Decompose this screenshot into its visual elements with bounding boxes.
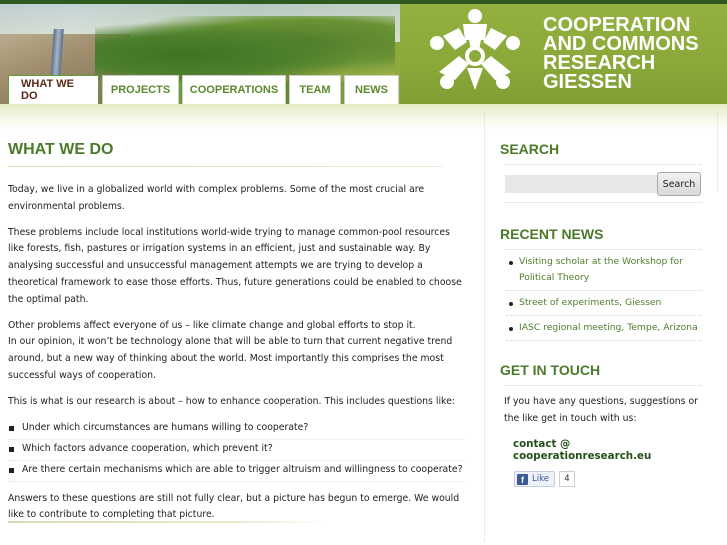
search-input[interactable] (505, 175, 657, 193)
facebook-like-widget (500, 471, 702, 487)
people-circle-icon[interactable] (425, 6, 525, 92)
search-title: SEARCH (500, 141, 560, 157)
paragraph: This is what is our research is about – how to enhance cooperation. This includes questions like: (8, 395, 455, 407)
divider (505, 164, 702, 165)
paragraph: Answers to these questions are still not fully clear, but a picture has begun to emerge. We would like to contribute to completing that picture. (8, 492, 460, 521)
divider (505, 202, 702, 203)
sidebar-divider (484, 112, 485, 542)
list-item: Under which circumstances are humans willing to cooperate? (8, 419, 466, 440)
paragraph (8, 318, 464, 385)
facebook-like-button[interactable] (514, 471, 555, 487)
recent-news-list (500, 250, 702, 341)
paragraph: These problems include local institutions world-wide trying to manage common-pool resources like forests, fish, pastures or irrigation systems in an efficient, just and sustainable way. By analysing successful and unsuccessful management attempts we are trying to develop a theoretical framework to ease those efforts. Thus, future generations could be enabled to choose the optimal path. (8, 226, 462, 305)
like-label: Like (532, 474, 549, 484)
paragraph: Today, we live in a globalized world with complex problems. Some of the most crucial are environmental problems. (8, 184, 425, 212)
paragraph-line: In our opinion, it won’t be technology alone that will be able to turn that current negative trend around, but a new way of thinking about the world. Most importantly this comprises the most successful ways of cooperation. (8, 336, 453, 381)
tab-what-we-do[interactable]: WHAT WE DO (8, 75, 99, 104)
questions-list (8, 419, 464, 482)
logo-line: RESEARCH (543, 52, 656, 74)
get-in-touch-title: GET IN TOUCH (500, 362, 601, 378)
header-glow (0, 104, 727, 130)
search-form (500, 172, 702, 196)
news-item (506, 291, 702, 316)
sidebar-divider-right (717, 112, 718, 192)
page-title: WHAT WE DO (8, 141, 114, 158)
like-count: 4 (559, 471, 575, 487)
paragraph-line: Other problems affect everyone of us – like climate change and global efforts to stop it. (8, 319, 416, 331)
logo-line: COOPERATION (543, 14, 691, 36)
site-logo-text[interactable] (543, 16, 699, 92)
recent-news-title: RECENT NEWS (500, 226, 604, 242)
facebook-icon: f (517, 474, 528, 485)
logo-line: AND COMMONS (543, 33, 699, 55)
news-item (506, 316, 702, 341)
sidebar (500, 140, 702, 487)
news-link[interactable]: IASC regional meeting, Tempe, Arizona (519, 322, 698, 333)
divider (505, 385, 702, 386)
tab-cooperations[interactable]: COOPERATIONS (182, 75, 286, 104)
tab-team[interactable]: TEAM (289, 75, 341, 104)
title-divider (8, 166, 442, 167)
search-button[interactable]: Search (657, 172, 701, 196)
main-content (8, 140, 464, 524)
get-in-touch-text: If you have any questions, suggestions or the like get in touch with us: (504, 396, 698, 424)
logo-line: GIESSEN (543, 71, 632, 93)
news-link[interactable]: Street of experiments, Giessen (519, 297, 662, 308)
news-item (506, 250, 702, 291)
contact-email[interactable]: contact @ cooperationresearch.eu (513, 438, 652, 462)
list-item: Which factors advance cooperation, which prevent it? (8, 440, 466, 461)
tab-news[interactable]: NEWS (344, 75, 399, 104)
main-nav (8, 75, 399, 104)
list-item: Are there certain mechanisms which are able to trigger altruism and willingness to cooperate? (8, 461, 466, 482)
tab-projects[interactable]: PROJECTS (102, 75, 179, 104)
news-link[interactable]: Visiting scholar at the Workshop for Political Theory (519, 256, 683, 283)
bottom-divider (8, 521, 328, 523)
banner-trees (95, 16, 395, 81)
